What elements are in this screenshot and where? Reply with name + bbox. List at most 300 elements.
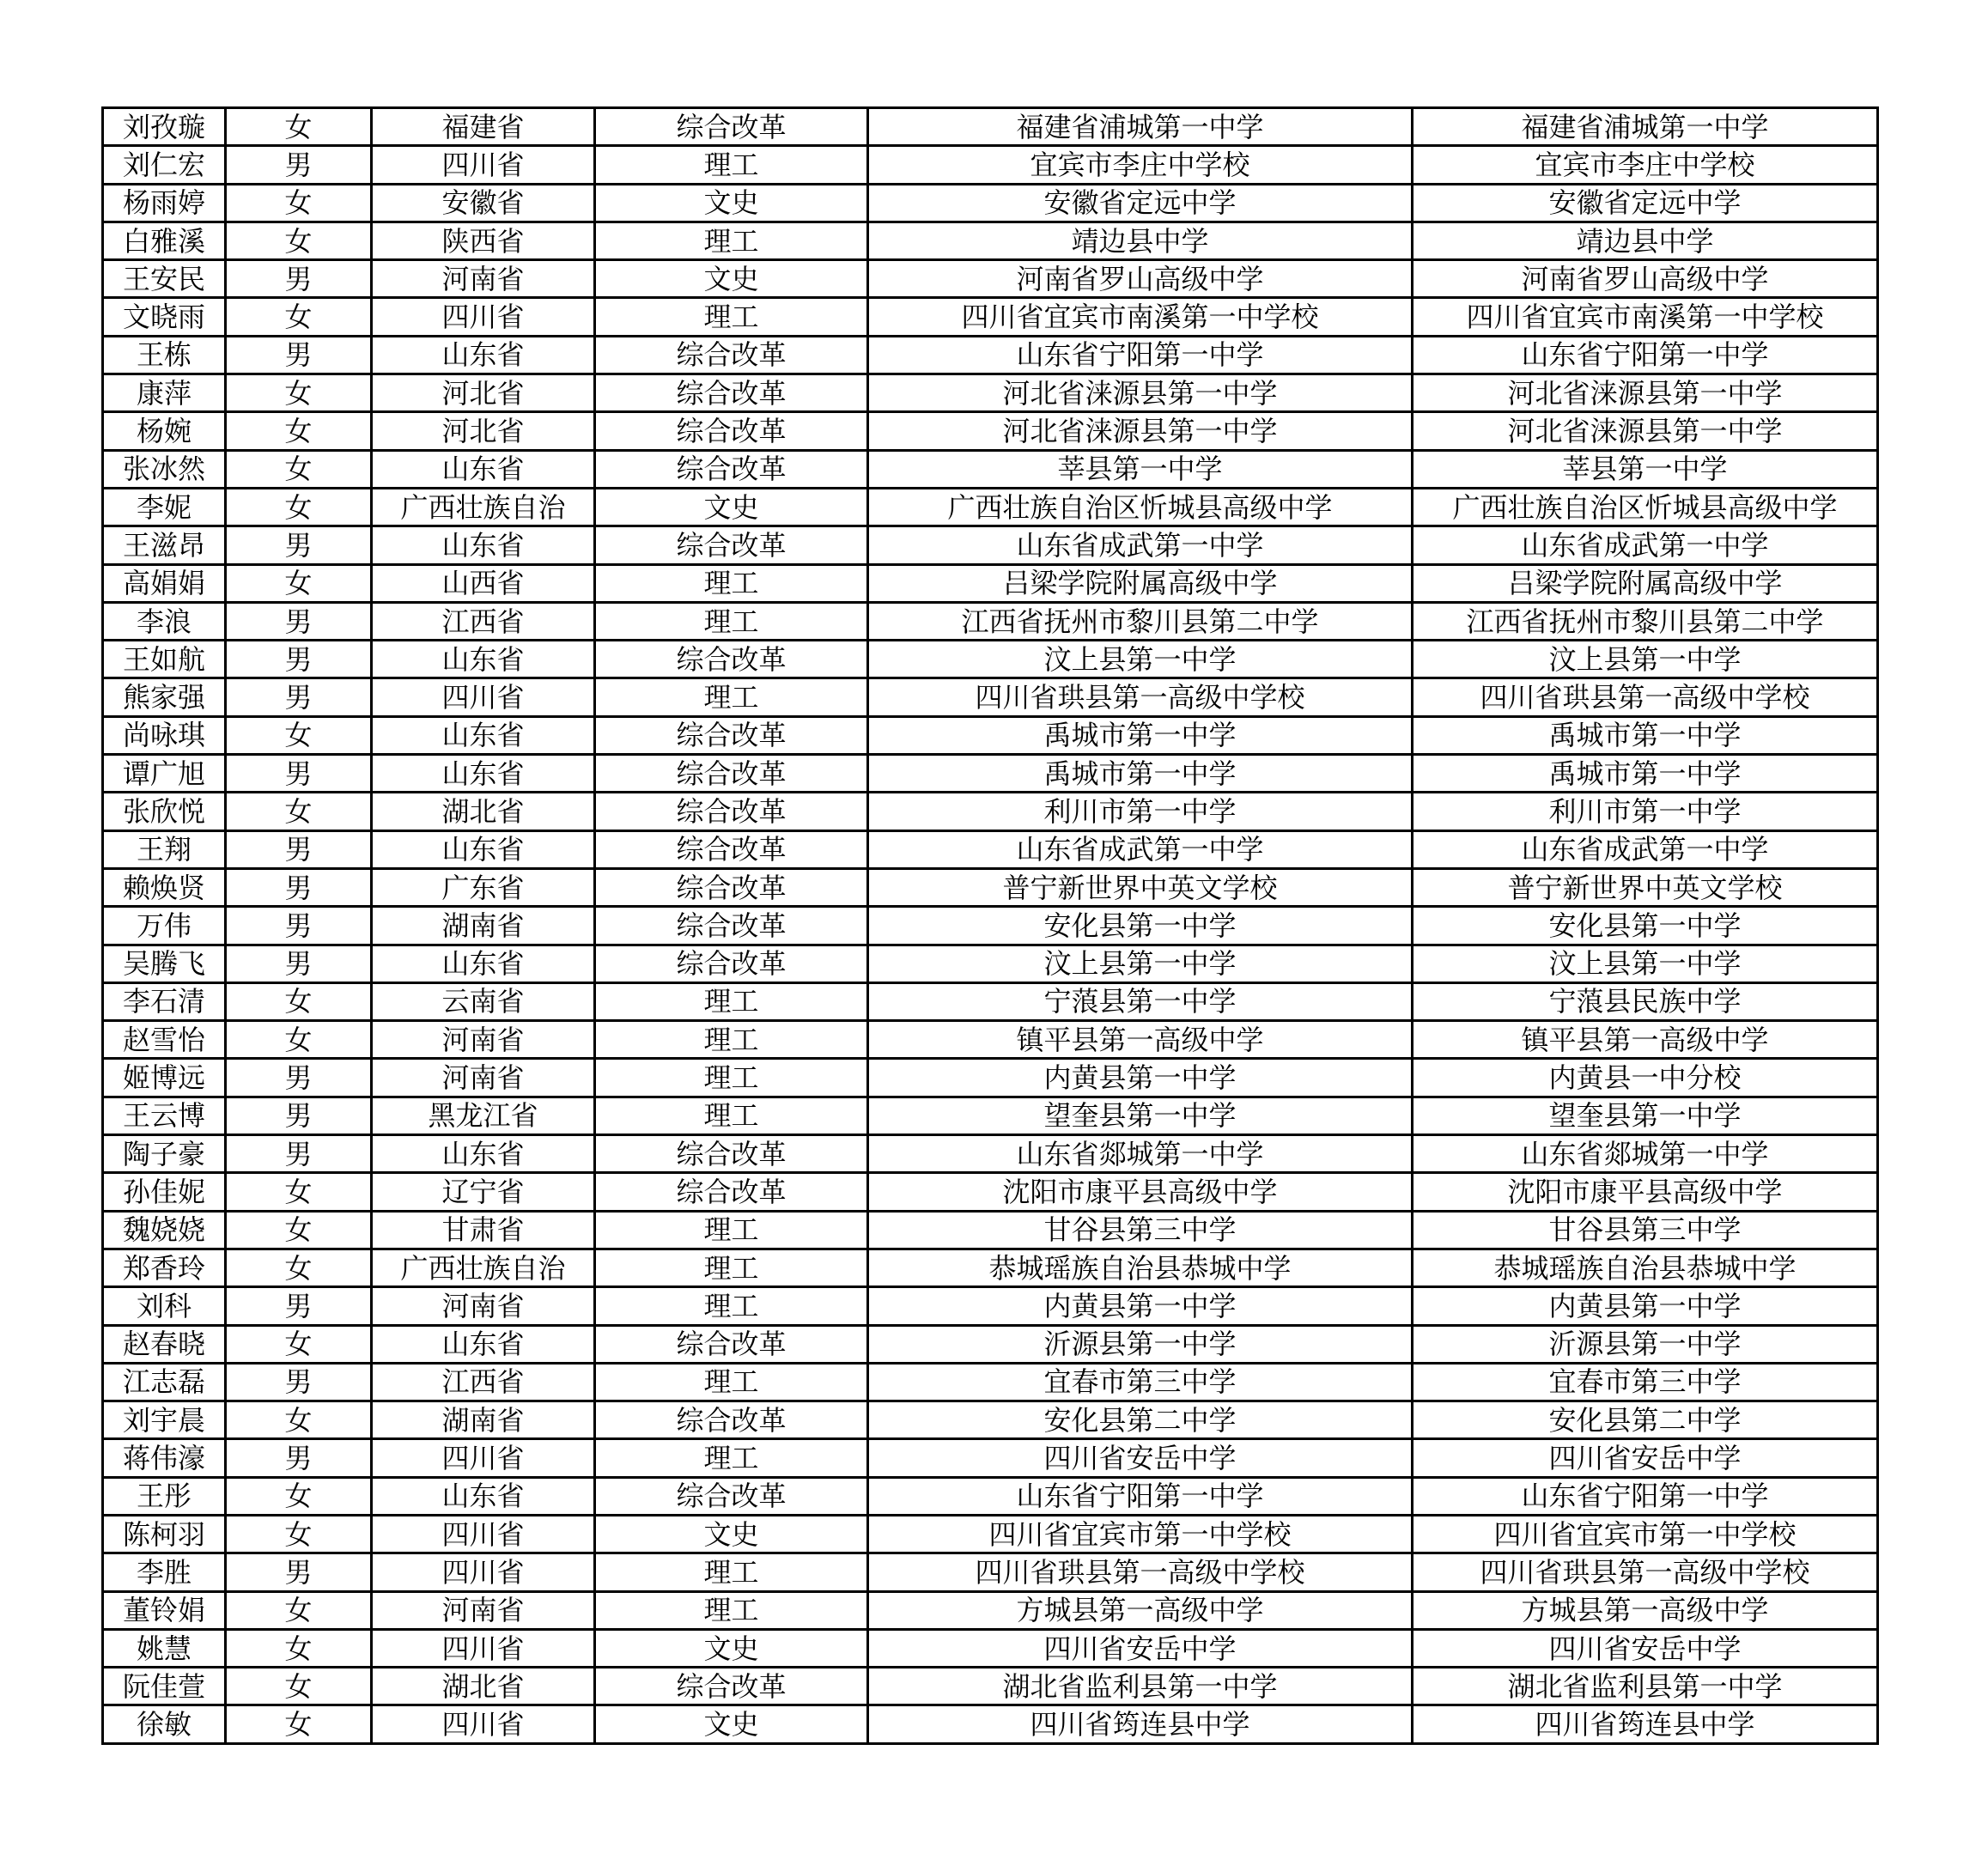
school-cell: 山东省宁阳第一中学 [868, 336, 1413, 374]
table-row [103, 1705, 1878, 1743]
table-row [103, 146, 1878, 184]
table-row [103, 945, 1878, 982]
name-cell: 王彤 [103, 1477, 226, 1515]
category-cell: 理工 [595, 1059, 868, 1097]
graduation-school-cell: 山东省成武第一中学 [1413, 526, 1878, 564]
gender-cell: 男 [226, 1287, 372, 1325]
province-cell: 辽宁省 [372, 1173, 595, 1211]
province-cell: 江西省 [372, 602, 595, 640]
province-cell: 山东省 [372, 830, 595, 868]
graduation-school-cell: 河北省涞源县第一中学 [1413, 412, 1878, 450]
category-cell: 综合改革 [595, 945, 868, 982]
category-cell: 综合改革 [595, 412, 868, 450]
name-cell: 刘科 [103, 1287, 226, 1325]
table-row [103, 526, 1878, 564]
school-cell: 河北省涞源县第一中学 [868, 412, 1413, 450]
table-row [103, 1249, 1878, 1286]
category-cell: 综合改革 [595, 830, 868, 868]
table-row [103, 1135, 1878, 1173]
school-cell: 广西壮族自治区忻城县高级中学 [868, 488, 1413, 526]
gender-cell: 男 [226, 678, 372, 716]
name-cell: 姬博远 [103, 1059, 226, 1097]
category-cell: 综合改革 [595, 641, 868, 678]
graduation-school-cell: 四川省宜宾市第一中学校 [1413, 1515, 1878, 1553]
province-cell: 四川省 [372, 678, 595, 716]
graduation-school-cell: 禹城市第一中学 [1413, 716, 1878, 754]
name-cell: 康萍 [103, 374, 226, 412]
graduation-school-cell: 安徽省定远中学 [1413, 184, 1878, 222]
school-cell: 安徽省定远中学 [868, 184, 1413, 222]
province-cell: 安徽省 [372, 184, 595, 222]
gender-cell: 男 [226, 146, 372, 184]
table-row [103, 222, 1878, 259]
table-row [103, 564, 1878, 602]
gender-cell: 女 [226, 1629, 372, 1667]
table-row [103, 1515, 1878, 1553]
school-cell: 四川省筠连县中学 [868, 1705, 1413, 1743]
name-cell: 刘仁宏 [103, 146, 226, 184]
category-cell: 理工 [595, 1363, 868, 1401]
category-cell: 文史 [595, 184, 868, 222]
category-cell: 理工 [595, 298, 868, 336]
name-cell: 郑香玲 [103, 1249, 226, 1286]
gender-cell: 女 [226, 982, 372, 1020]
name-cell: 李胜 [103, 1553, 226, 1591]
province-cell: 河南省 [372, 1021, 595, 1059]
category-cell: 综合改革 [595, 1325, 868, 1363]
school-cell: 安化县第二中学 [868, 1401, 1413, 1439]
province-cell: 四川省 [372, 298, 595, 336]
province-cell: 湖北省 [372, 1668, 595, 1705]
table-row [103, 868, 1878, 906]
table-row [103, 412, 1878, 450]
province-cell: 广西壮族自治 [372, 1249, 595, 1286]
name-cell: 李石清 [103, 982, 226, 1020]
table-row [103, 907, 1878, 945]
school-cell: 内黄县第一中学 [868, 1059, 1413, 1097]
name-cell: 江志磊 [103, 1363, 226, 1401]
category-cell: 文史 [595, 1705, 868, 1743]
school-cell: 吕梁学院附属高级中学 [868, 564, 1413, 602]
school-cell: 沈阳市康平县高级中学 [868, 1173, 1413, 1211]
province-cell: 湖北省 [372, 793, 595, 830]
graduation-school-cell: 禹城市第一中学 [1413, 755, 1878, 793]
name-cell: 陈柯羽 [103, 1515, 226, 1553]
graduation-school-cell: 利川市第一中学 [1413, 793, 1878, 830]
graduation-school-cell: 四川省宜宾市南溪第一中学校 [1413, 298, 1878, 336]
province-cell: 河北省 [372, 412, 595, 450]
gender-cell: 男 [226, 1135, 372, 1173]
table-row [103, 1439, 1878, 1477]
gender-cell: 女 [226, 1325, 372, 1363]
province-cell: 四川省 [372, 146, 595, 184]
category-cell: 综合改革 [595, 1401, 868, 1439]
gender-cell: 男 [226, 336, 372, 374]
table-row [103, 450, 1878, 488]
school-cell: 江西省抚州市黎川县第二中学 [868, 602, 1413, 640]
graduation-school-cell: 沂源县第一中学 [1413, 1325, 1878, 1363]
name-cell: 赖焕贤 [103, 868, 226, 906]
school-cell: 汶上县第一中学 [868, 641, 1413, 678]
school-cell: 莘县第一中学 [868, 450, 1413, 488]
school-cell: 四川省安岳中学 [868, 1439, 1413, 1477]
graduation-school-cell: 福建省浦城第一中学 [1413, 108, 1878, 146]
category-cell: 综合改革 [595, 716, 868, 754]
table-row [103, 1211, 1878, 1249]
category-cell: 综合改革 [595, 907, 868, 945]
gender-cell: 男 [226, 868, 372, 906]
school-cell: 四川省珙县第一高级中学校 [868, 1553, 1413, 1591]
school-cell: 方城县第一高级中学 [868, 1591, 1413, 1629]
table-row [103, 260, 1878, 298]
gender-cell: 男 [226, 830, 372, 868]
graduation-school-cell: 望奎县第一中学 [1413, 1097, 1878, 1134]
province-cell: 山东省 [372, 1325, 595, 1363]
province-cell: 广东省 [372, 868, 595, 906]
school-cell: 河北省涞源县第一中学 [868, 374, 1413, 412]
school-cell: 内黄县第一中学 [868, 1287, 1413, 1325]
table-row [103, 1363, 1878, 1401]
gender-cell: 男 [226, 260, 372, 298]
name-cell: 蒋伟濠 [103, 1439, 226, 1477]
school-cell: 靖边县中学 [868, 222, 1413, 259]
category-cell: 综合改革 [595, 526, 868, 564]
province-cell: 四川省 [372, 1705, 595, 1743]
province-cell: 河北省 [372, 374, 595, 412]
graduation-school-cell: 吕梁学院附属高级中学 [1413, 564, 1878, 602]
name-cell: 熊家强 [103, 678, 226, 716]
gender-cell: 女 [226, 1401, 372, 1439]
school-cell: 沂源县第一中学 [868, 1325, 1413, 1363]
table-row [103, 298, 1878, 336]
graduation-school-cell: 安化县第二中学 [1413, 1401, 1878, 1439]
table-row [103, 1629, 1878, 1667]
graduation-school-cell: 方城县第一高级中学 [1413, 1591, 1878, 1629]
school-cell: 望奎县第一中学 [868, 1097, 1413, 1134]
graduation-school-cell: 广西壮族自治区忻城县高级中学 [1413, 488, 1878, 526]
graduation-school-cell: 安化县第一中学 [1413, 907, 1878, 945]
name-cell: 徐敏 [103, 1705, 226, 1743]
name-cell: 董铃娟 [103, 1591, 226, 1629]
school-cell: 河南省罗山高级中学 [868, 260, 1413, 298]
school-cell: 山东省成武第一中学 [868, 526, 1413, 564]
school-cell: 山东省宁阳第一中学 [868, 1477, 1413, 1515]
category-cell: 理工 [595, 1439, 868, 1477]
name-cell: 王翔 [103, 830, 226, 868]
school-cell: 普宁新世界中英文学校 [868, 868, 1413, 906]
student-table-body [103, 108, 1878, 1744]
province-cell: 河南省 [372, 1059, 595, 1097]
school-cell: 四川省宜宾市南溪第一中学校 [868, 298, 1413, 336]
gender-cell: 女 [226, 1249, 372, 1286]
graduation-school-cell: 四川省珙县第一高级中学校 [1413, 678, 1878, 716]
table-row [103, 336, 1878, 374]
category-cell: 综合改革 [595, 793, 868, 830]
graduation-school-cell: 宜宾市李庄中学校 [1413, 146, 1878, 184]
province-cell: 广西壮族自治 [372, 488, 595, 526]
school-cell: 宜春市第三中学 [868, 1363, 1413, 1401]
name-cell: 阮佳萱 [103, 1668, 226, 1705]
graduation-school-cell: 四川省安岳中学 [1413, 1439, 1878, 1477]
graduation-school-cell: 四川省筠连县中学 [1413, 1705, 1878, 1743]
school-cell: 汶上县第一中学 [868, 945, 1413, 982]
table-row [103, 602, 1878, 640]
gender-cell: 女 [226, 793, 372, 830]
graduation-school-cell: 普宁新世界中英文学校 [1413, 868, 1878, 906]
province-cell: 山东省 [372, 450, 595, 488]
graduation-school-cell: 江西省抚州市黎川县第二中学 [1413, 602, 1878, 640]
name-cell: 万伟 [103, 907, 226, 945]
name-cell: 谭广旭 [103, 755, 226, 793]
table-row [103, 1059, 1878, 1097]
graduation-school-cell: 湖北省监利县第一中学 [1413, 1668, 1878, 1705]
category-cell: 文史 [595, 1629, 868, 1667]
school-cell: 禹城市第一中学 [868, 755, 1413, 793]
gender-cell: 女 [226, 298, 372, 336]
category-cell: 理工 [595, 1249, 868, 1286]
category-cell: 理工 [595, 1287, 868, 1325]
table-row [103, 1477, 1878, 1515]
table-row [103, 755, 1878, 793]
graduation-school-cell: 山东省郯城第一中学 [1413, 1135, 1878, 1173]
province-cell: 四川省 [372, 1629, 595, 1667]
name-cell: 赵雪怡 [103, 1021, 226, 1059]
gender-cell: 女 [226, 184, 372, 222]
name-cell: 高娟娟 [103, 564, 226, 602]
school-cell: 山东省郯城第一中学 [868, 1135, 1413, 1173]
category-cell: 理工 [595, 1591, 868, 1629]
category-cell: 综合改革 [595, 1668, 868, 1705]
category-cell: 综合改革 [595, 755, 868, 793]
province-cell: 山东省 [372, 336, 595, 374]
name-cell: 王栋 [103, 336, 226, 374]
gender-cell: 女 [226, 1668, 372, 1705]
school-cell: 宁蒗县第一中学 [868, 982, 1413, 1020]
gender-cell: 女 [226, 450, 372, 488]
gender-cell: 女 [226, 108, 372, 146]
name-cell: 陶子豪 [103, 1135, 226, 1173]
category-cell: 理工 [595, 1553, 868, 1591]
school-cell: 安化县第一中学 [868, 907, 1413, 945]
name-cell: 吴腾飞 [103, 945, 226, 982]
graduation-school-cell: 宜春市第三中学 [1413, 1363, 1878, 1401]
gender-cell: 女 [226, 222, 372, 259]
table-row [103, 793, 1878, 830]
gender-cell: 女 [226, 1705, 372, 1743]
graduation-school-cell: 山东省成武第一中学 [1413, 830, 1878, 868]
table-row [103, 1173, 1878, 1211]
name-cell: 魏娆娆 [103, 1211, 226, 1249]
graduation-school-cell: 恭城瑶族自治县恭城中学 [1413, 1249, 1878, 1286]
graduation-school-cell: 山东省宁阳第一中学 [1413, 1477, 1878, 1515]
province-cell: 云南省 [372, 982, 595, 1020]
province-cell: 福建省 [372, 108, 595, 146]
table-row [103, 1287, 1878, 1325]
category-cell: 理工 [595, 146, 868, 184]
table-row [103, 1401, 1878, 1439]
graduation-school-cell: 镇平县第一高级中学 [1413, 1021, 1878, 1059]
gender-cell: 女 [226, 488, 372, 526]
name-cell: 王滋昂 [103, 526, 226, 564]
table-row [103, 982, 1878, 1020]
school-cell: 利川市第一中学 [868, 793, 1413, 830]
province-cell: 山东省 [372, 641, 595, 678]
gender-cell: 女 [226, 1591, 372, 1629]
table-row [103, 108, 1878, 146]
province-cell: 山东省 [372, 945, 595, 982]
graduation-school-cell: 四川省安岳中学 [1413, 1629, 1878, 1667]
graduation-school-cell: 莘县第一中学 [1413, 450, 1878, 488]
category-cell: 综合改革 [595, 1173, 868, 1211]
category-cell: 理工 [595, 678, 868, 716]
gender-cell: 女 [226, 1173, 372, 1211]
table-row [103, 830, 1878, 868]
school-cell: 福建省浦城第一中学 [868, 108, 1413, 146]
school-cell: 镇平县第一高级中学 [868, 1021, 1413, 1059]
gender-cell: 女 [226, 412, 372, 450]
category-cell: 综合改革 [595, 336, 868, 374]
name-cell: 白雅溪 [103, 222, 226, 259]
table-row [103, 716, 1878, 754]
category-cell: 文史 [595, 260, 868, 298]
gender-cell: 男 [226, 526, 372, 564]
table-row [103, 641, 1878, 678]
graduation-school-cell: 汶上县第一中学 [1413, 641, 1878, 678]
gender-cell: 女 [226, 564, 372, 602]
name-cell: 杨雨婷 [103, 184, 226, 222]
gender-cell: 女 [226, 1021, 372, 1059]
province-cell: 山东省 [372, 1477, 595, 1515]
name-cell: 张冰然 [103, 450, 226, 488]
name-cell: 孙佳妮 [103, 1173, 226, 1211]
province-cell: 河南省 [372, 1591, 595, 1629]
school-cell: 四川省安岳中学 [868, 1629, 1413, 1667]
category-cell: 理工 [595, 1211, 868, 1249]
graduation-school-cell: 内黄县第一中学 [1413, 1287, 1878, 1325]
table-row [103, 488, 1878, 526]
school-cell: 甘谷县第三中学 [868, 1211, 1413, 1249]
province-cell: 山东省 [372, 526, 595, 564]
province-cell: 山东省 [372, 755, 595, 793]
graduation-school-cell: 四川省珙县第一高级中学校 [1413, 1553, 1878, 1591]
table-row [103, 678, 1878, 716]
province-cell: 四川省 [372, 1439, 595, 1477]
gender-cell: 女 [226, 374, 372, 412]
gender-cell: 男 [226, 1553, 372, 1591]
graduation-school-cell: 山东省宁阳第一中学 [1413, 336, 1878, 374]
province-cell: 陕西省 [372, 222, 595, 259]
province-cell: 山东省 [372, 1135, 595, 1173]
gender-cell: 男 [226, 641, 372, 678]
gender-cell: 男 [226, 1439, 372, 1477]
table-row [103, 1021, 1878, 1059]
school-cell: 山东省成武第一中学 [868, 830, 1413, 868]
graduation-school-cell: 宁蒗县民族中学 [1413, 982, 1878, 1020]
graduation-school-cell: 河北省涞源县第一中学 [1413, 374, 1878, 412]
school-cell: 禹城市第一中学 [868, 716, 1413, 754]
category-cell: 理工 [595, 564, 868, 602]
gender-cell: 女 [226, 1515, 372, 1553]
category-cell: 综合改革 [595, 450, 868, 488]
table-row [103, 184, 1878, 222]
name-cell: 王安民 [103, 260, 226, 298]
table-row [103, 1325, 1878, 1363]
table-row [103, 1591, 1878, 1629]
category-cell: 综合改革 [595, 108, 868, 146]
name-cell: 尚咏琪 [103, 716, 226, 754]
province-cell: 山西省 [372, 564, 595, 602]
gender-cell: 男 [226, 907, 372, 945]
gender-cell: 男 [226, 602, 372, 640]
school-cell: 四川省宜宾市第一中学校 [868, 1515, 1413, 1553]
table-row [103, 1097, 1878, 1134]
graduation-school-cell: 靖边县中学 [1413, 222, 1878, 259]
name-cell: 姚慧 [103, 1629, 226, 1667]
name-cell: 文晓雨 [103, 298, 226, 336]
gender-cell: 女 [226, 1477, 372, 1515]
province-cell: 湖南省 [372, 907, 595, 945]
name-cell: 赵春晓 [103, 1325, 226, 1363]
name-cell: 张欣悦 [103, 793, 226, 830]
name-cell: 刘孜璇 [103, 108, 226, 146]
name-cell: 杨婉 [103, 412, 226, 450]
category-cell: 文史 [595, 488, 868, 526]
province-cell: 甘肃省 [372, 1211, 595, 1249]
gender-cell: 女 [226, 716, 372, 754]
graduation-school-cell: 汶上县第一中学 [1413, 945, 1878, 982]
province-cell: 河南省 [372, 1287, 595, 1325]
gender-cell: 男 [226, 1363, 372, 1401]
name-cell: 李妮 [103, 488, 226, 526]
gender-cell: 男 [226, 1059, 372, 1097]
category-cell: 理工 [595, 982, 868, 1020]
gender-cell: 男 [226, 755, 372, 793]
category-cell: 综合改革 [595, 1477, 868, 1515]
name-cell: 王如航 [103, 641, 226, 678]
province-cell: 山东省 [372, 716, 595, 754]
name-cell: 刘宇晨 [103, 1401, 226, 1439]
category-cell: 文史 [595, 1515, 868, 1553]
category-cell: 理工 [595, 602, 868, 640]
name-cell: 王云博 [103, 1097, 226, 1134]
category-cell: 综合改革 [595, 1135, 868, 1173]
table-row [103, 1553, 1878, 1591]
school-cell: 宜宾市李庄中学校 [868, 146, 1413, 184]
name-cell: 李浪 [103, 602, 226, 640]
category-cell: 理工 [595, 222, 868, 259]
gender-cell: 女 [226, 1211, 372, 1249]
gender-cell: 男 [226, 1097, 372, 1134]
graduation-school-cell: 沈阳市康平县高级中学 [1413, 1173, 1878, 1211]
school-cell: 恭城瑶族自治县恭城中学 [868, 1249, 1413, 1286]
graduation-school-cell: 甘谷县第三中学 [1413, 1211, 1878, 1249]
school-cell: 四川省珙县第一高级中学校 [868, 678, 1413, 716]
province-cell: 四川省 [372, 1515, 595, 1553]
province-cell: 四川省 [372, 1553, 595, 1591]
category-cell: 理工 [595, 1097, 868, 1134]
category-cell: 综合改革 [595, 374, 868, 412]
table-row [103, 1668, 1878, 1705]
table-row [103, 374, 1878, 412]
province-cell: 河南省 [372, 260, 595, 298]
graduation-school-cell: 内黄县一中分校 [1413, 1059, 1878, 1097]
graduation-school-cell: 河南省罗山高级中学 [1413, 260, 1878, 298]
province-cell: 黑龙江省 [372, 1097, 595, 1134]
school-cell: 湖北省监利县第一中学 [868, 1668, 1413, 1705]
province-cell: 江西省 [372, 1363, 595, 1401]
category-cell: 综合改革 [595, 868, 868, 906]
gender-cell: 男 [226, 945, 372, 982]
